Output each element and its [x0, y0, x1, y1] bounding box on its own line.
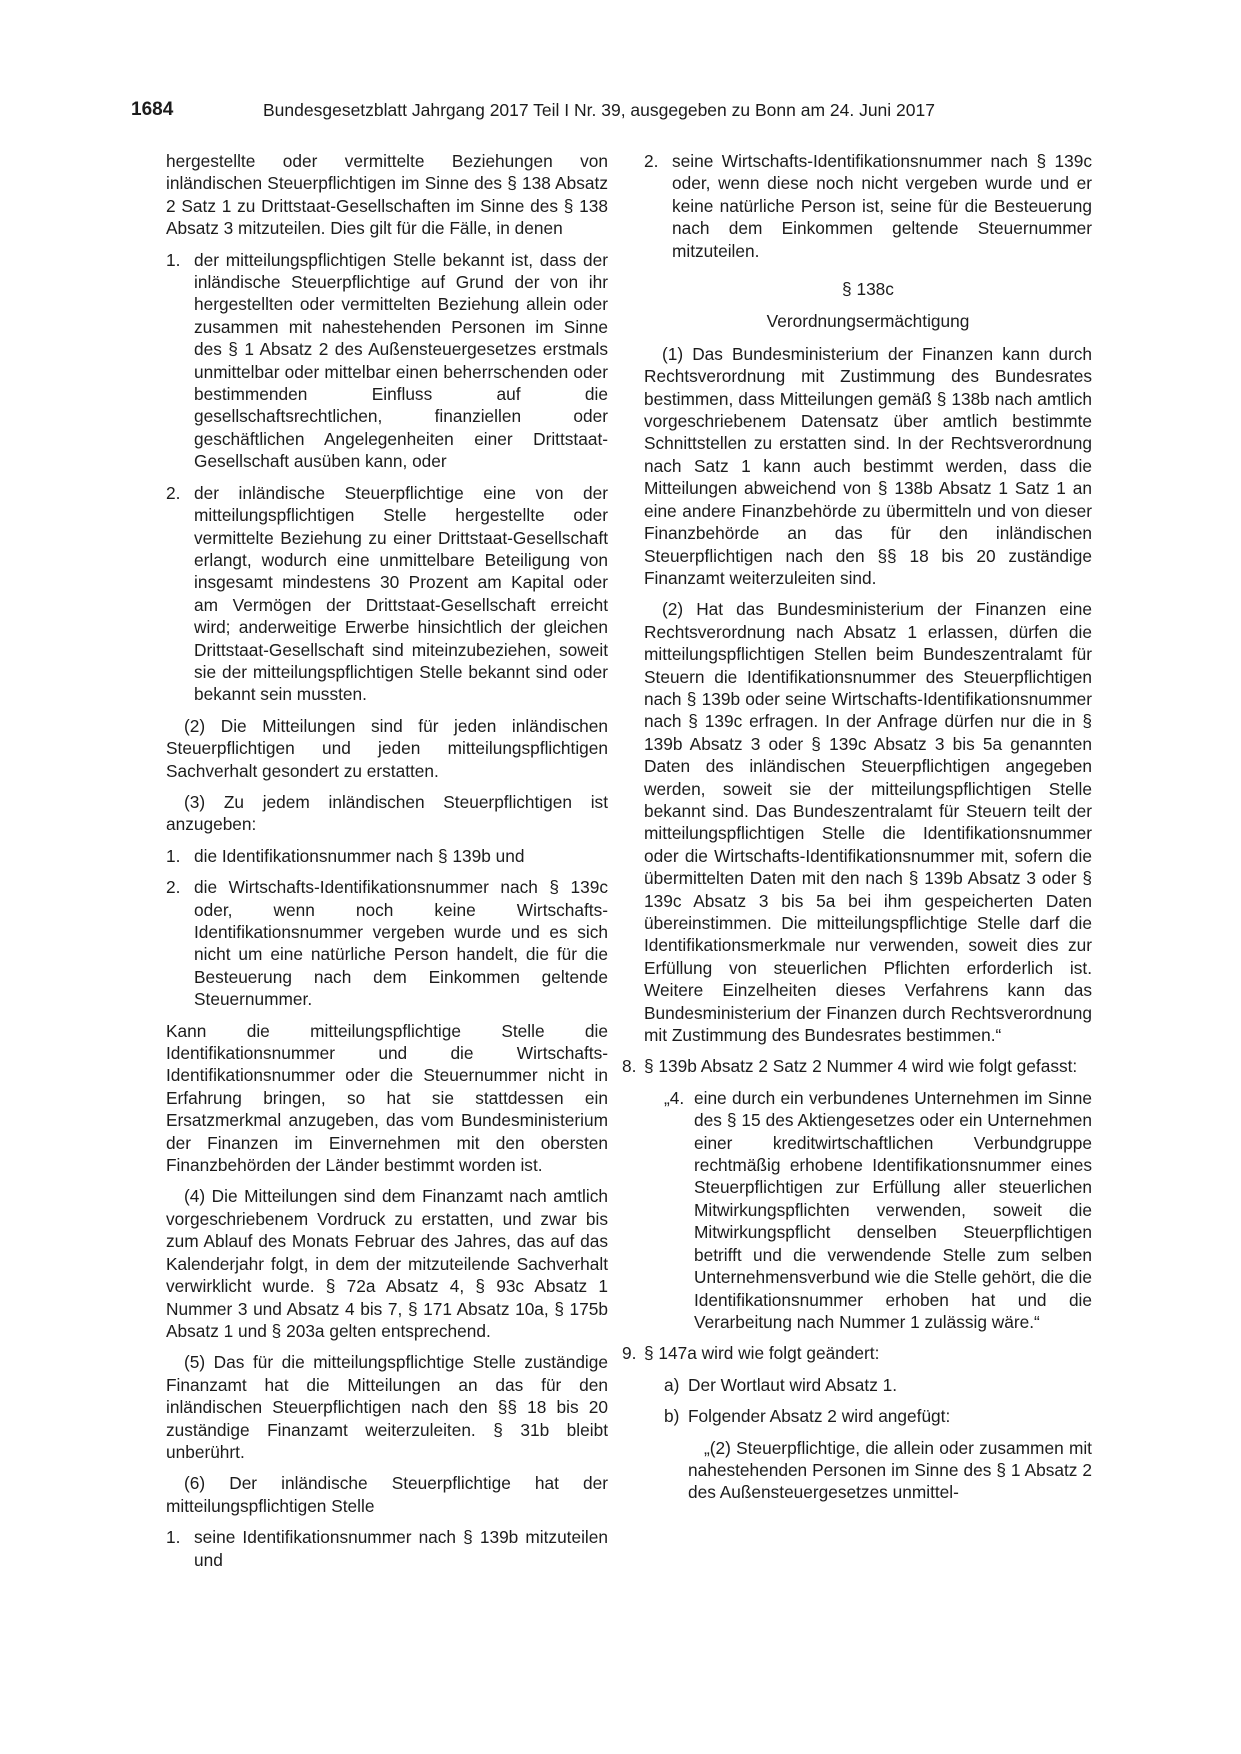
left-column	[166, 150, 608, 1580]
sub-item-b	[664, 1405, 1092, 1427]
right-column	[622, 150, 1092, 1513]
sub-item-a	[664, 1374, 1092, 1396]
list-text: die Wirtschafts-Identifikationsnummer nach § 139c oder, wenn noch keine Wirtschafts-Identifikationsnummer vergeben wurde und es sich nicht um eine natürliche Person handelt, die für die Besteuerung nach dem Einkommen geltende Steuernummer.	[194, 877, 608, 1010]
list-item	[166, 482, 608, 706]
list-text: die Identifikationsnummer nach § 139b und	[194, 845, 525, 866]
section-title: Verordnungsermächtigung	[766, 311, 970, 332]
paragraph-3: (3) Zu jedem inländischen Steuerpflichtigen ist anzugeben:	[166, 791, 608, 835]
page-number: 1684	[131, 99, 174, 120]
section-paragraph-2: (2) Hat das Bundesministerium der Finanzen eine Rechtsverordnung nach Absatz 1 erlassen, dürfen die mitteilungspflichtigen Stellen beim Bundeszentralamt für Steuern die Identifikationsnummer des Steuerpflichtigen nach § 139b oder seine Wirtschafts-Identifikationsnummer nach § 139c erfragen. In der Anfrage dürfen nur die in § 139b Absatz 3 oder § 139c Absatz 3 bis 5a genannten Daten des inländischen Steuerpflichtigen angegeben werden, soweit sie der mitteilungspflichtigen Stelle bekannt sind. Das Bundeszentralamt für Steuern teilt der mitteilungspflichtigen Stelle die Identifikationsnummer oder die Wirtschafts-Identifikationsnummer mit, sofern die übermittelten Daten mit den nach § 139b Absatz 3 oder § 139c Absatz 3 bis 5a bei ihm gespeicherten Daten übereinstimmen. Die mitteilungspflichtige Stelle darf die Identifikationsmerkmale nur verwenden, soweit dies zur Erfüllung von steuerlichen Pflichten erforderlich ist. Weitere Einzelheiten dieses Verfahrens kann das Bundesministerium der Finanzen durch Rechtsverordnung mit Zustimmung des Bundesrates bestimmen.“	[644, 599, 1092, 1046]
list-number: 8.	[622, 1056, 637, 1077]
list-text: § 147a wird wie folgt geändert:	[644, 1343, 880, 1364]
list-text: eine durch ein verbundenes Unternehmen im Sinne des § 15 des Aktiengesetzes oder ein Unternehmen einer kreditwirtschaftlichen Verbundgruppe rechtmäßig erhobene Identifikationsnummer eines Steuerpflichtigen zur Erfüllung aller steuerlichen Mitwirkungspflichten verwenden, soweit die Mitwirkungspflicht denselben Steuerpflichtigen betrifft und die verwendende Stelle zum selben Unternehmensverbund wie die Stelle gehört, die die Identifikationsnummer erhoben hat und die Verarbeitung nach Nummer 1 zulässig wäre.“	[694, 1087, 1092, 1332]
new-paragraph-2: „(2) Steuerpflichtige, die allein oder zusammen mit nahestehenden Personen im Sinne des § 1 Absatz 2 des Außensteuergesetzes unmittel-	[688, 1437, 1092, 1503]
list-item	[644, 150, 1092, 262]
list-number: 2.	[166, 482, 181, 503]
list-text: seine Wirtschafts-Identifikationsnummer nach § 139c oder, wenn diese noch nicht vergeben wurde und er keine natürliche Person ist, seine für die Besteuerung nach dem Einkommen geltende Steuernummer mitzuteilen.	[672, 151, 1092, 261]
list-number: b)	[664, 1406, 680, 1427]
list-item	[166, 249, 608, 473]
list-item	[166, 1526, 608, 1571]
list-number: „4.	[664, 1087, 685, 1108]
list-item	[664, 1087, 1092, 1333]
amendment-item-8	[622, 1055, 1092, 1077]
list-number: 1.	[166, 249, 181, 270]
paragraph-5: (5) Das für die mitteilungspflichtige Stelle zuständige Finanzamt hat die Mitteilungen an das für den inländischen Steuerpflichtigen nach den §§ 18 bis 20 zuständige Finanzamt weiterzuleiten. § 31b bleibt unberührt.	[166, 1352, 608, 1462]
list-number: 1.	[166, 1527, 181, 1548]
list-number: 9.	[622, 1343, 637, 1364]
paragraph-3-continued: Kann die mitteilungspflichtige Stelle die Identifikationsnummer und die Wirtschafts-Identifikationsnummer oder die Steuernummer nicht in Erfahrung bringen, so hat sie stattdessen ein Ersatzmerkmal anzugeben, das vom Bundesministerium der Finanzen im Einvernehmen mit den obersten Finanzbehörden der Länder bestimmt worden ist.	[166, 1020, 608, 1176]
list-text: Der Wortlaut wird Absatz 1.	[688, 1374, 898, 1395]
page-header	[0, 99, 1241, 125]
amendment-item-9	[622, 1342, 1092, 1364]
paragraph-4: (4) Die Mitteilungen sind dem Finanzamt nach amtlich vorgeschriebenem Vordruck zu erstatten, und zwar bis zum Ablauf des Monats Februar des Jahres, das auf das Kalenderjahr folgt, in dem der mitzuteilende Sachverhalt verwirklicht wurde. § 72a Absatz 4, § 93c Absatz 1 Nummer 3 und Absatz 4 bis 7, § 171 Absatz 10a, § 175b Absatz 1 und § 203a gelten entsprechend.	[166, 1186, 608, 1341]
list-number: 2.	[166, 877, 181, 898]
list-text: der mitteilungspflichtigen Stelle bekannt ist, dass der inländische Steuerpflichtige auf Grund der von ihr hergestellten oder vermittelten Beziehung allein oder zusammen mit nahestehenden Personen im Sinne des § 1 Absatz 2 des Außensteuergesetzes erstmals unmittelbar oder mittelbar einen beherrschenden oder bestimmenden Einfluss auf die gesellschaftsrechtlichen, finanziellen oder geschäftlichen Angelegenheiten einer Drittstaat-Gesellschaft ausüben kann, oder	[194, 249, 608, 472]
list-number: 2.	[644, 151, 659, 171]
list-item	[166, 876, 608, 1010]
list-text: § 139b Absatz 2 Satz 2 Nummer 4 wird wie folgt gefasst:	[644, 1056, 1078, 1077]
list-text: Folgender Absatz 2 wird angefügt:	[688, 1406, 951, 1427]
list-number: 1.	[166, 845, 181, 866]
quoted-text	[664, 1087, 1092, 1333]
paragraph-6: (6) Der inländische Steuerpflichtige hat der mitteilungspflichtigen Stelle	[166, 1473, 608, 1516]
list-number: a)	[664, 1374, 680, 1395]
intro-paragraph: hergestellte oder vermittelte Beziehungen von inländischen Steuerpflichtigen im Sinne des § 138 Absatz 2 Satz 1 zu Drittstaat-Gesellschaften im Sinne des § 138 Absatz 3 mitzuteilen. Dies gilt für die Fälle, in denen	[166, 151, 608, 239]
section-paragraph-1: (1) Das Bundesministerium der Finanzen kann durch Rechtsverordnung mit Zustimmung des Bundesrates bestimmen, dass Mitteilungen gemäß § 138b nach amtlich vorgeschriebenem Datensatz über amtlich bestimmte Schnittstellen zu erstatten sind. In der Rechtsverordnung nach Satz 1 kann auch bestimmt werden, dass die Mitteilungen abweichend von § 138b Absatz 1 Satz 1 an eine andere Finanzbehörde zu übermitteln und von dieser Finanzbehörde an das für den inländischen Steuerpflichtigen nach den §§ 18 bis 20 zuständige Finanzamt weiterzuleiten sind.	[644, 343, 1092, 588]
paragraph-2: (2) Die Mitteilungen sind für jeden inländischen Steuerpflichtigen und jeden mitteilungspflichtigen Sachverhalt gesondert zu erstatten.	[166, 715, 608, 781]
gazette-title: Bundesgesetzblatt Jahrgang 2017 Teil I Nr. 39, ausgegeben zu Bonn am 24. Juni 2017	[263, 100, 935, 120]
list-text: der inländische Steuerpflichtige eine von der mitteilungspflichtigen Stelle hergestellte oder vermittelte Beziehung zu einer Drittstaat-Gesellschaft erlangt, wodurch eine unmittelbare Beteiligung von insgesamt mindestens 30 Prozent am Kapital oder am Vermögen der Drittstaat-Gesellschaft erreicht wird; anderweitige Erwerbe hinsichtlich der gleichen Drittstaat-Gesellschaft sind miteinzubeziehen, soweit sie der mitteilungspflichtigen Stelle bekannt sind oder bekannt sein mussten.	[194, 482, 608, 705]
list-text: seine Identifikationsnummer nach § 139b mitzuteilen und	[194, 1527, 608, 1570]
list-item	[166, 845, 608, 867]
section-heading: § 138c	[842, 279, 894, 300]
